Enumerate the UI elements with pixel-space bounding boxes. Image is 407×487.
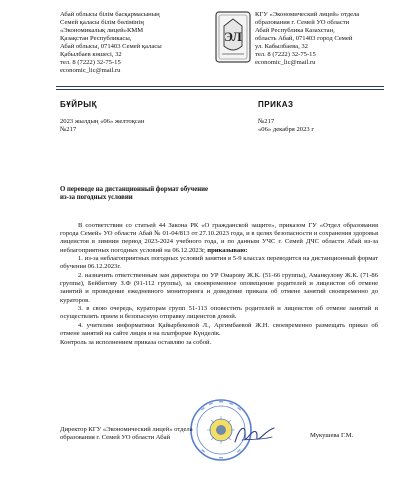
- header-right-line: ул. Кабылбаева, 32: [255, 43, 308, 51]
- header-left-line: Абай облысы, 071403 Семей қаласы: [60, 43, 162, 51]
- header-right-line: образования г. Семей УО области: [255, 19, 350, 27]
- order-meta-ru: [258, 118, 314, 134]
- intro-directive: приказываю:: [207, 246, 248, 254]
- body-control-clause: Контроль за исполнением приказа оставляю за собой.: [60, 338, 212, 346]
- header-left-line: тел. 8 (7222) 32-75-15: [60, 59, 121, 67]
- order-date-ru: «06» декабря 2023 г: [258, 126, 315, 134]
- position-line: Директор КГУ «Экономический лицей» отдела: [60, 426, 193, 433]
- signature-position: [60, 426, 193, 442]
- header-left-line: Қазақстан Республикасы,: [60, 35, 132, 43]
- header-left-kz: [60, 11, 200, 75]
- order-number-kz: №217: [60, 126, 77, 134]
- body-item-3: 3. в свою очередь, кураторам групп 51-113 оповестить родителей и лицеистов об отмене занятий и осуществлять прием и безопасную отправку лицеистов домой.: [60, 305, 378, 321]
- header-right-ru: [255, 11, 405, 67]
- order-date-kz: 2023 жылдың «06» желтоқсан: [60, 118, 145, 125]
- order-title-kz: БҰЙРЫҚ: [60, 100, 97, 109]
- header-right-line: КГУ «Экономический лицей» отдела: [255, 11, 360, 18]
- signatory-name: Мукушева Г.М.: [310, 432, 354, 439]
- header-divider: [56, 86, 384, 87]
- header-right-line: тел. 8 (7222) 32-75-15: [255, 51, 316, 59]
- header-left-line: Семей қаласы білім бөлімінің: [60, 19, 144, 27]
- subject-line: О переводе на дистанционный формат обучение: [60, 186, 209, 193]
- body-intro: [60, 222, 378, 255]
- handwritten-signature-icon: [232, 420, 278, 450]
- position-line: образования г. Семей УО области Абай: [60, 434, 171, 442]
- body-item-1: 1. из-за неблагоприятных погодных условий занятия в 5-9 классах переводится на дистанционный формат обучения 06.12.2023г.: [60, 255, 378, 271]
- school-emblem-icon: [214, 10, 252, 64]
- header-left-line: Абай облысы білім басқармасының: [60, 11, 160, 18]
- order-title-ru: ПРИКАЗ: [258, 100, 294, 109]
- header-divider-thin: [56, 89, 384, 90]
- svg-text:ЭЛ: ЭЛ: [224, 29, 242, 44]
- header-right-email: economic_lic@mail.ru: [255, 59, 316, 67]
- order-number-ru: №217: [258, 118, 275, 125]
- order-subject: [60, 186, 208, 203]
- order-body: [60, 222, 378, 347]
- order-meta-kz: [60, 118, 144, 134]
- intro-text: В соответствии со статьей 44 Закона РК «О гражданской защите», приказом ГУ «Отдел образования города Семей» УО области Абай № 01-04/813 от 27.10.2023 года, и в целях безопасности и сохранения здоровья лицеистов в зимнии период 2023-2024 учебного года, и по данным УЧС г. Семей ДЧС области Абай из-за неблагоприятных погодных условий на 06.12.2023г,: [60, 222, 378, 254]
- header-left-email: economic_lic@mail.ru: [60, 67, 121, 75]
- header-left-line: «Экономикалық лицей»КММ: [60, 27, 144, 35]
- header-right-line: область Абай, 071403 город Семей: [255, 35, 353, 43]
- header-left-line: Қабылбаев көшесі, 32: [60, 51, 122, 59]
- subject-line: из-за погодных условии: [60, 194, 133, 202]
- body-item-2: 2. назначить ответственным зам директора по УР Омарову Ж.К. (51-66 группы), Аманкулову Ж.К. (71-86 группы), Бейбитову З.Ф (91-112 группы), за своевременное оповещение родителей и лицеистов об отмене занятий и проведение ежедневного мониторинга и доведение приказа об отмене занятий своевременно до кураторов.: [60, 272, 378, 304]
- header-right-line: Абай Республика Казахстан,: [255, 27, 335, 35]
- body-item-4: 4. учителям информатики Қайырбековой Л., Аргимбаевой Ж.Н. своевременно размещать приказ об отмене занятий на сайте лицея и на платформе Күнделік.: [60, 322, 378, 338]
